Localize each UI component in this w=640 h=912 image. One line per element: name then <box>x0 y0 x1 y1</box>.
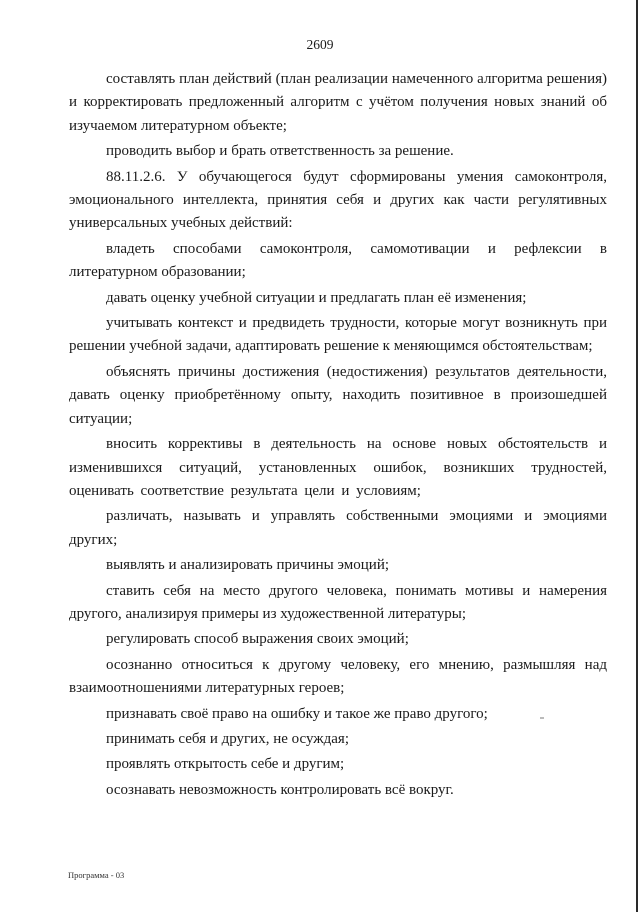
paragraph-make-corrections: вносить коррективы в деятельность на основе новых обстоятельств и изменившихся ситуаций, установленных ошибок, возникших трудностей, оценивать соответствие результата цели и условиям; <box>69 436 607 499</box>
paragraph-choice-responsibility: проводить выбор и брать ответственность за решение. <box>106 143 454 160</box>
paragraph-self-control: владеть способами самоконтроля, самомотивации и рефлексии в литературном образовании; <box>69 240 607 281</box>
scan-speck <box>540 717 544 719</box>
paragraph-analyze-emotions: выявлять и анализировать причины эмоций; <box>106 557 390 574</box>
paragraph-accept-self: принимать себя и других, не осуждая; <box>106 730 350 747</box>
paragraph-context-difficulties: учитывать контекст и предвидеть трудности, которые могут возникнуть при решении учебной задачи, адаптировать решение к меняющимся обстоятельствам; <box>69 315 607 355</box>
paragraph-manage-emotions: различать, называть и управлять собственными эмоциями и эмоциями других; <box>69 508 607 548</box>
paragraph-respect-others: осознанно относиться к другому человеку, его мнению, размышляя над взаимоотношениями литературных героев; <box>69 656 607 697</box>
paragraph-plan-actions: составлять план действий (план реализации намеченного алгоритма решения) и корректировать предложенный алгоритм с учётом получения новых знаний об изучаемом литературном объекте; <box>69 71 607 134</box>
paragraph-section-88-11-2-6: 88.11.2.6. У обучающегося будут сформированы умения самоконтроля, эмоционального интеллекта, принятия себя и других как части регулятивных универсальных учебных действий: <box>69 168 607 232</box>
paragraph-empathy: ставить себя на место другого человека, понимать мотивы и намерения другого, анализируя примеры из художественной литературы; <box>69 582 607 622</box>
body-text <box>69 68 607 804</box>
paragraph-regulate-expression: регулировать способ выражения своих эмоций; <box>106 631 409 648</box>
paragraph-openness: проявлять открытость себе и другим; <box>106 756 345 773</box>
paragraph-right-to-error: признавать своё право на ошибку и такое же право другого; <box>106 705 488 722</box>
paragraph-explain-reasons: объяснять причины достижения (недостижения) результатов деятельности, давать оценку приобретённому опыту, находить позитивное в произошедшей ситуации; <box>69 363 607 427</box>
scan-edge <box>636 0 638 912</box>
footer-program-label: Программа - 03 <box>68 870 125 880</box>
paragraph-assess-situation: давать оценку учебной ситуации и предлагать план её изменения; <box>106 289 527 306</box>
page-number: 2609 <box>306 37 334 52</box>
paragraph-cannot-control: осознавать невозможность контролировать всё вокруг. <box>106 781 454 798</box>
